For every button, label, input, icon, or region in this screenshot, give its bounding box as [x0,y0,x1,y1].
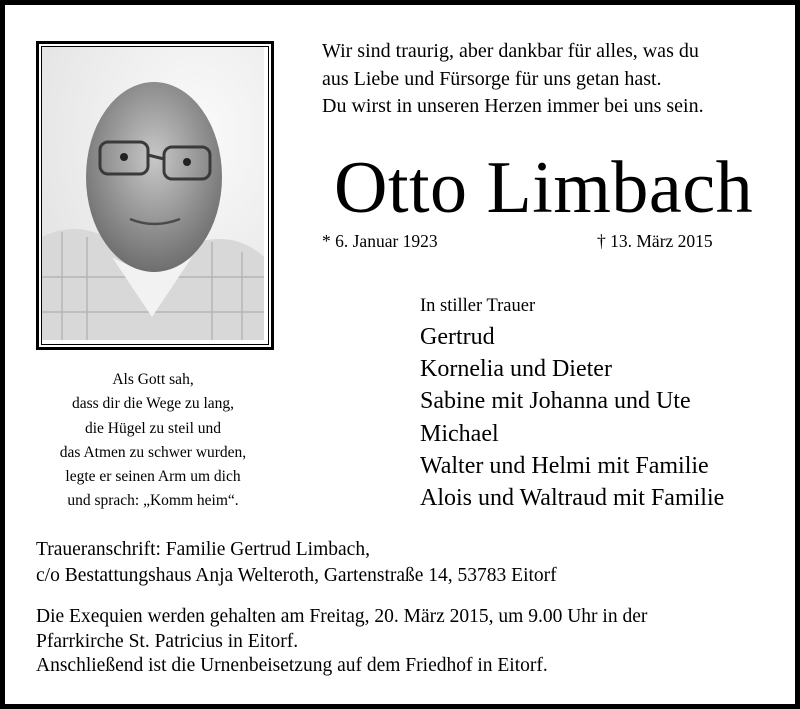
birth-date: * 6. Januar 1923 [322,231,438,251]
poem-line: dass dir die Wege zu lang, [71,395,235,413]
poem-line: legte er seinen Arm um dich [65,468,241,486]
quote-line: aus Liebe und Fürsorge für uns getan hast. [322,67,662,90]
death-date: † 13. März 2015 [597,231,713,251]
address-line: Traueranschrift: Familie Gertrud Limbach, [36,539,370,560]
service-line: Die Exequien werden gehalten am Freitag, 20. März 2015, um 9.00 Uhr in der [36,606,648,627]
mourning-label: In stiller Trauer [420,296,536,316]
poem-line: das Atmen zu schwer wurden, [59,443,247,461]
quote-line: Wir sind traurig, aber dankbar für alles, was du [322,40,699,62]
portrait-image [42,47,264,340]
poem-line: und sprach: „Komm heim“. [67,492,239,510]
family-list [420,321,724,514]
family-member: Gertrud [420,324,495,350]
deceased-name: Otto Limbach [334,147,754,229]
poem-line: Als Gott sah, [112,371,194,388]
family-member: Michael [420,420,499,447]
service-line: Pfarrkirche St. Patricius in Eitorf. [36,630,299,652]
mourning-address [36,537,557,589]
quote-line: Du wirst in unseren Herzen immer bei uns sein. [322,95,704,117]
family-member: Kornelia und Dieter [420,356,612,383]
poem-line: die Hügel zu steil und [84,419,222,437]
portrait-photo [36,41,274,350]
family-member: Sabine mit Johanna und Ute [420,388,691,415]
poem [36,368,270,514]
address-line: c/o Bestattungshaus Anja Welteroth, Gartenstraße 14, 53783 Eitorf [36,565,557,586]
service-line: Anschließend ist die Urnenbeisetzung auf dem Friedhof in Eitorf. [36,655,548,676]
memorial-quote [322,38,704,121]
funeral-service-info [36,605,647,679]
family-member: Walter und Helmi mit Familie [420,452,709,479]
family-member: Alois und Waltraud mit Familie [420,485,725,512]
